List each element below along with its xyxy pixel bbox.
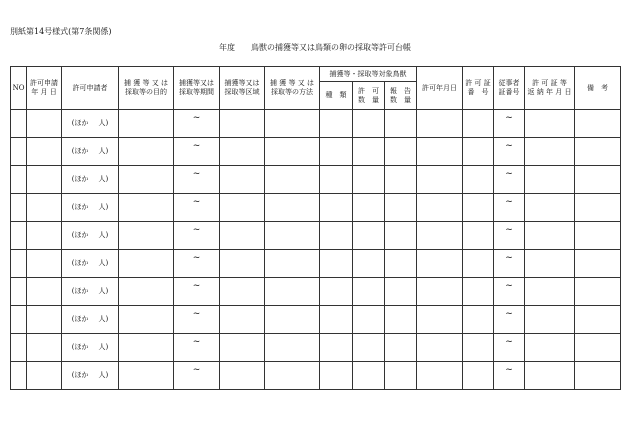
cell-area[interactable] xyxy=(220,166,265,194)
cell-worker-number[interactable] xyxy=(494,334,525,362)
cell-worker-number[interactable] xyxy=(494,166,525,194)
cell-area[interactable] xyxy=(220,362,265,390)
cell-applicant[interactable] xyxy=(62,362,119,390)
cell-application-date[interactable] xyxy=(27,362,62,390)
cell-certificate-number[interactable] xyxy=(463,194,494,222)
cell-remarks[interactable] xyxy=(575,362,621,390)
cell-species[interactable] xyxy=(320,250,353,278)
cell-report-quantity[interactable] xyxy=(385,166,417,194)
others-count-close: 人) xyxy=(98,371,109,379)
cell-return-date[interactable] xyxy=(525,166,575,194)
range-tilde: ~ xyxy=(192,197,201,207)
cell-permit-date[interactable] xyxy=(417,138,463,166)
cell-worker-number[interactable] xyxy=(494,250,525,278)
cell-report-quantity[interactable] xyxy=(385,194,417,222)
cell-permit-quantity[interactable] xyxy=(353,138,385,166)
range-tilde: ~ xyxy=(192,113,201,123)
cell-no[interactable] xyxy=(11,194,27,222)
cell-report-quantity[interactable] xyxy=(385,278,417,306)
cell-no[interactable] xyxy=(11,166,27,194)
cell-species[interactable] xyxy=(320,166,353,194)
cell-area[interactable] xyxy=(220,110,265,138)
cell-permit-date[interactable] xyxy=(417,334,463,362)
cell-permit-quantity[interactable] xyxy=(353,194,385,222)
cell-worker-number[interactable] xyxy=(494,110,525,138)
range-tilde: ~ xyxy=(505,253,513,263)
others-count-open: (ほか xyxy=(71,147,89,155)
ledger-title-text: 鳥獣の捕獲等又は鳥類の卵の採取等許可台帳 xyxy=(251,43,411,52)
cell-return-date[interactable] xyxy=(525,362,575,390)
header-no: NO xyxy=(11,67,27,110)
cell-permit-date[interactable] xyxy=(417,222,463,250)
cell-return-date[interactable] xyxy=(525,194,575,222)
others-count-close: 人) xyxy=(98,287,109,295)
permit-ledger-table xyxy=(10,66,621,390)
cell-no[interactable] xyxy=(11,362,27,390)
table-row xyxy=(11,362,621,390)
cell-species[interactable] xyxy=(320,222,353,250)
cell-permit-quantity[interactable] xyxy=(353,222,385,250)
cell-application-date[interactable] xyxy=(27,278,62,306)
range-tilde: ~ xyxy=(505,337,513,347)
range-tilde: ~ xyxy=(505,197,513,207)
cell-report-quantity[interactable] xyxy=(385,362,417,390)
cell-period[interactable] xyxy=(174,166,220,194)
header-method: 捕 獲 等 又 は 採取等の方法 xyxy=(265,67,320,110)
table-row xyxy=(11,110,621,138)
header-period: 捕獲等又は 採取等期間 xyxy=(174,67,220,110)
cell-purpose[interactable] xyxy=(119,278,174,306)
cell-certificate-number[interactable] xyxy=(463,362,494,390)
cell-remarks[interactable] xyxy=(575,110,621,138)
cell-method[interactable] xyxy=(265,334,320,362)
cell-certificate-number[interactable] xyxy=(463,138,494,166)
cell-certificate-number[interactable] xyxy=(463,222,494,250)
cell-method[interactable] xyxy=(265,306,320,334)
cell-application-date[interactable] xyxy=(27,166,62,194)
range-tilde: ~ xyxy=(505,141,513,151)
ledger-title xyxy=(0,42,630,53)
table-row xyxy=(11,194,621,222)
cell-worker-number[interactable] xyxy=(494,362,525,390)
cell-worker-number[interactable] xyxy=(494,194,525,222)
cell-permit-date[interactable] xyxy=(417,306,463,334)
header-applicant: 許可申請者 xyxy=(62,67,119,110)
header-permit-date: 許可年月日 xyxy=(417,67,463,110)
range-tilde: ~ xyxy=(505,365,513,375)
cell-area[interactable] xyxy=(220,278,265,306)
fiscal-year-label: 年度 xyxy=(219,43,235,52)
cell-remarks[interactable] xyxy=(575,138,621,166)
cell-return-date[interactable] xyxy=(525,278,575,306)
cell-period[interactable] xyxy=(174,334,220,362)
cell-method[interactable] xyxy=(265,250,320,278)
cell-area[interactable] xyxy=(220,194,265,222)
cell-return-date[interactable] xyxy=(525,306,575,334)
cell-method[interactable] xyxy=(265,362,320,390)
range-tilde: ~ xyxy=(192,253,201,263)
cell-remarks[interactable] xyxy=(575,222,621,250)
cell-application-date[interactable] xyxy=(27,250,62,278)
cell-remarks[interactable] xyxy=(575,306,621,334)
range-tilde: ~ xyxy=(505,169,513,179)
others-count-close: 人) xyxy=(98,119,109,127)
range-tilde: ~ xyxy=(505,281,513,291)
cell-purpose[interactable] xyxy=(119,306,174,334)
table-row xyxy=(11,222,621,250)
cell-permit-date[interactable] xyxy=(417,362,463,390)
range-tilde: ~ xyxy=(192,337,201,347)
cell-species[interactable] xyxy=(320,278,353,306)
table-row xyxy=(11,278,621,306)
cell-permit-date[interactable] xyxy=(417,250,463,278)
cell-period[interactable] xyxy=(174,306,220,334)
cell-remarks[interactable] xyxy=(575,278,621,306)
header-application-date: 許可申請 年 月 日 xyxy=(27,67,62,110)
cell-period[interactable] xyxy=(174,250,220,278)
cell-period[interactable] xyxy=(174,194,220,222)
cell-return-date[interactable] xyxy=(525,222,575,250)
others-count-close: 人) xyxy=(98,259,109,267)
cell-permit-quantity[interactable] xyxy=(353,166,385,194)
cell-permit-quantity[interactable] xyxy=(353,306,385,334)
cell-species[interactable] xyxy=(320,138,353,166)
range-tilde: ~ xyxy=(192,365,201,375)
cell-remarks[interactable] xyxy=(575,250,621,278)
cell-purpose[interactable] xyxy=(119,138,174,166)
cell-purpose[interactable] xyxy=(119,362,174,390)
cell-permit-date[interactable] xyxy=(417,166,463,194)
cell-species[interactable] xyxy=(320,306,353,334)
others-count-open: (ほか xyxy=(71,287,89,295)
header-certificate-number: 許 可 証 番 号 xyxy=(463,67,494,110)
cell-application-date[interactable] xyxy=(27,110,62,138)
header-purpose: 捕 獲 等 又 は 採取等の目的 xyxy=(119,67,174,110)
cell-worker-number[interactable] xyxy=(494,222,525,250)
table-row xyxy=(11,166,621,194)
cell-certificate-number[interactable] xyxy=(463,166,494,194)
cell-no[interactable] xyxy=(11,306,27,334)
cell-permit-quantity[interactable] xyxy=(353,110,385,138)
cell-applicant[interactable] xyxy=(62,306,119,334)
cell-purpose[interactable] xyxy=(119,334,174,362)
cell-area[interactable] xyxy=(220,306,265,334)
cell-period[interactable] xyxy=(174,278,220,306)
header-report-quantity: 報 告 数 量 xyxy=(385,82,417,110)
cell-worker-number[interactable] xyxy=(494,278,525,306)
cell-report-quantity[interactable] xyxy=(385,222,417,250)
cell-remarks[interactable] xyxy=(575,166,621,194)
cell-purpose[interactable] xyxy=(119,194,174,222)
cell-applicant[interactable] xyxy=(62,278,119,306)
cell-applicant[interactable] xyxy=(62,138,119,166)
cell-permit-date[interactable] xyxy=(417,278,463,306)
others-count-open: (ほか xyxy=(71,119,89,127)
header-remarks: 備 考 xyxy=(575,67,621,110)
cell-purpose[interactable] xyxy=(119,250,174,278)
cell-method[interactable] xyxy=(265,194,320,222)
cell-report-quantity[interactable] xyxy=(385,250,417,278)
others-count-close: 人) xyxy=(98,343,109,351)
range-tilde: ~ xyxy=(192,281,201,291)
range-tilde: ~ xyxy=(505,113,513,123)
cell-period[interactable] xyxy=(174,138,220,166)
table-row xyxy=(11,306,621,334)
cell-species[interactable] xyxy=(320,110,353,138)
cell-no[interactable] xyxy=(11,222,27,250)
table-row xyxy=(11,334,621,362)
header-area: 捕獲等又は 採取等区域 xyxy=(220,67,265,110)
header-permit-quantity: 許 可 数 量 xyxy=(353,82,385,110)
cell-return-date[interactable] xyxy=(525,250,575,278)
cell-applicant[interactable] xyxy=(62,250,119,278)
cell-worker-number[interactable] xyxy=(494,306,525,334)
cell-worker-number[interactable] xyxy=(494,138,525,166)
others-count-close: 人) xyxy=(98,175,109,183)
cell-certificate-number[interactable] xyxy=(463,306,494,334)
range-tilde: ~ xyxy=(192,141,201,151)
others-count-close: 人) xyxy=(98,147,109,155)
cell-report-quantity[interactable] xyxy=(385,138,417,166)
cell-application-date[interactable] xyxy=(27,138,62,166)
cell-period[interactable] xyxy=(174,362,220,390)
header-species: 種 類 xyxy=(320,82,353,110)
range-tilde: ~ xyxy=(505,309,513,319)
cell-purpose[interactable] xyxy=(119,166,174,194)
cell-period[interactable] xyxy=(174,222,220,250)
cell-permit-quantity[interactable] xyxy=(353,334,385,362)
cell-no[interactable] xyxy=(11,334,27,362)
header-return-date: 許 可 証 等 返 納 年 月 日 xyxy=(525,67,575,110)
cell-no[interactable] xyxy=(11,278,27,306)
cell-certificate-number[interactable] xyxy=(463,278,494,306)
form-note: 別紙第14号様式(第7条関係) xyxy=(10,27,112,36)
cell-no[interactable] xyxy=(11,250,27,278)
others-count-close: 人) xyxy=(98,203,109,211)
others-count-open: (ほか xyxy=(71,231,89,239)
others-count-close: 人) xyxy=(98,231,109,239)
cell-certificate-number[interactable] xyxy=(463,250,494,278)
cell-permit-quantity[interactable] xyxy=(353,362,385,390)
cell-method[interactable] xyxy=(265,110,320,138)
cell-return-date[interactable] xyxy=(525,110,575,138)
cell-method[interactable] xyxy=(265,222,320,250)
cell-applicant[interactable] xyxy=(62,110,119,138)
others-count-close: 人) xyxy=(98,315,109,323)
cell-remarks[interactable] xyxy=(575,194,621,222)
cell-certificate-number[interactable] xyxy=(463,334,494,362)
cell-return-date[interactable] xyxy=(525,138,575,166)
cell-no[interactable] xyxy=(11,110,27,138)
range-tilde: ~ xyxy=(192,309,201,319)
cell-period[interactable] xyxy=(174,110,220,138)
cell-permit-quantity[interactable] xyxy=(353,278,385,306)
header-target-species-group: 捕獲等・採取等対象鳥獣 xyxy=(320,67,417,82)
cell-permit-date[interactable] xyxy=(417,110,463,138)
cell-species[interactable] xyxy=(320,194,353,222)
cell-report-quantity[interactable] xyxy=(385,110,417,138)
header-worker-number: 従事者 証番号 xyxy=(494,67,525,110)
cell-no[interactable] xyxy=(11,138,27,166)
cell-purpose[interactable] xyxy=(119,222,174,250)
cell-applicant[interactable] xyxy=(62,166,119,194)
range-tilde: ~ xyxy=(192,169,201,179)
cell-remarks[interactable] xyxy=(575,334,621,362)
cell-report-quantity[interactable] xyxy=(385,334,417,362)
cell-application-date[interactable] xyxy=(27,222,62,250)
cell-permit-quantity[interactable] xyxy=(353,250,385,278)
others-count-open: (ほか xyxy=(71,175,89,183)
cell-species[interactable] xyxy=(320,334,353,362)
others-count-open: (ほか xyxy=(71,315,89,323)
others-count-open: (ほか xyxy=(71,343,89,351)
cell-method[interactable] xyxy=(265,278,320,306)
others-count-open: (ほか xyxy=(71,203,89,211)
cell-species[interactable] xyxy=(320,362,353,390)
range-tilde: ~ xyxy=(505,225,513,235)
cell-area[interactable] xyxy=(220,138,265,166)
cell-purpose[interactable] xyxy=(119,110,174,138)
cell-area[interactable] xyxy=(220,250,265,278)
cell-method[interactable] xyxy=(265,166,320,194)
others-count-open: (ほか xyxy=(71,259,89,267)
cell-area[interactable] xyxy=(220,334,265,362)
cell-report-quantity[interactable] xyxy=(385,306,417,334)
range-tilde: ~ xyxy=(192,225,201,235)
ledger-body xyxy=(11,110,621,390)
cell-method[interactable] xyxy=(265,138,320,166)
others-count-open: (ほか xyxy=(71,371,89,379)
cell-applicant[interactable] xyxy=(62,194,119,222)
table-row xyxy=(11,250,621,278)
cell-certificate-number[interactable] xyxy=(463,110,494,138)
cell-application-date[interactable] xyxy=(27,306,62,334)
cell-applicant[interactable] xyxy=(62,334,119,362)
cell-application-date[interactable] xyxy=(27,194,62,222)
cell-permit-date[interactable] xyxy=(417,194,463,222)
cell-area[interactable] xyxy=(220,222,265,250)
cell-return-date[interactable] xyxy=(525,334,575,362)
table-row xyxy=(11,138,621,166)
cell-application-date[interactable] xyxy=(27,334,62,362)
cell-applicant[interactable] xyxy=(62,222,119,250)
